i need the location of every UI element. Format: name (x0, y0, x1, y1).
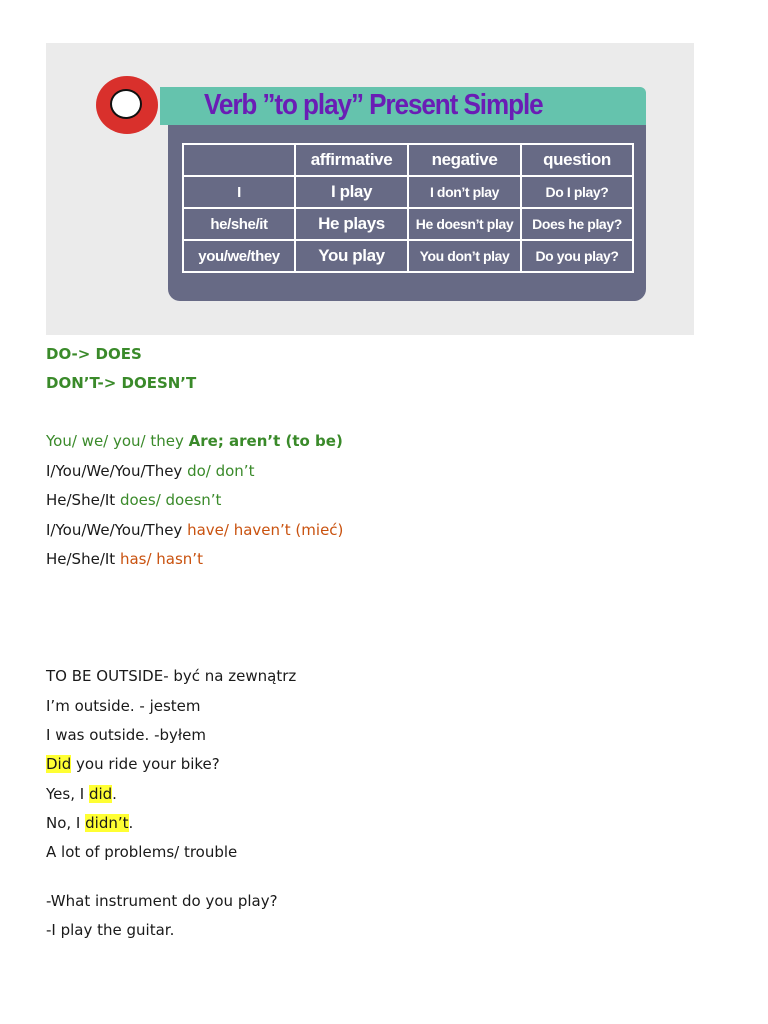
red-circle-icon (96, 76, 158, 134)
header-cell: affirmative (295, 144, 408, 176)
note-text: Yes, I (46, 785, 89, 803)
header-cell (183, 144, 295, 176)
table-row (183, 176, 633, 208)
note-text: You/ we/ you/ they (46, 432, 189, 450)
note-text: I/You/We/You/They (46, 462, 188, 480)
note-text: . (112, 785, 117, 803)
note-line: -I play the guitar. (46, 921, 175, 939)
note-text: does/ doesn’t (119, 491, 222, 509)
note-text: No, I (46, 814, 86, 832)
table-cell: Does he play? (521, 208, 633, 240)
note-line: I was outside. -byłem (46, 726, 206, 744)
white-oval-icon (110, 89, 142, 119)
note-text: He/She/It (46, 491, 120, 509)
note-line (46, 755, 220, 773)
highlighted-text: didn’t (85, 814, 129, 832)
note-line (46, 550, 203, 568)
table-cell: He plays (295, 208, 408, 240)
note-text: do/ don’t (187, 462, 255, 480)
note-line (46, 491, 221, 509)
note-text: have/ haven’t (mieć) (187, 521, 344, 539)
header-cell: question (521, 144, 633, 176)
note-text: Are; aren’t (to be) (188, 432, 343, 450)
table-cell: Do I play? (521, 176, 633, 208)
note-line (46, 785, 117, 803)
table-row (183, 208, 633, 240)
table-cell: I don’t play (408, 176, 521, 208)
table-cell: He doesn’t play (408, 208, 521, 240)
note-line (46, 521, 343, 539)
note-line: DON’T-> DOESN’T (46, 374, 197, 392)
table-cell: You don’t play (408, 240, 521, 272)
table-cell: You play (295, 240, 408, 272)
conjugation-table (182, 143, 634, 273)
note-text: He/She/It (46, 550, 120, 568)
table-cell: you/we/they (183, 240, 295, 272)
table-row (183, 240, 633, 272)
highlighted-text: did (88, 785, 113, 803)
note-line: -What instrument do you play? (46, 892, 278, 910)
conjugation-panel (168, 125, 646, 301)
title-banner (160, 87, 646, 125)
table-cell: he/she/it (183, 208, 295, 240)
figure-title: Verb ”to play” Present Simple (204, 89, 543, 121)
note-line (46, 462, 254, 480)
note-line (46, 432, 343, 450)
note-text: you ride your bike? (71, 755, 220, 773)
table-header-row (183, 144, 633, 176)
table-cell: I play (295, 176, 408, 208)
note-line: TO BE OUTSIDE- być na zewnątrz (46, 667, 297, 685)
note-text: has/ hasn’t (119, 550, 203, 568)
note-text: I/You/We/You/They (46, 521, 188, 539)
grammar-figure (46, 43, 694, 335)
note-line: I’m outside. - jestem (46, 697, 201, 715)
note-line: DO-> DOES (46, 345, 142, 363)
header-cell: negative (408, 144, 521, 176)
table-cell: Do you play? (521, 240, 633, 272)
note-text: . (128, 814, 134, 832)
note-line: A lot of problems/ trouble (46, 843, 238, 861)
table-cell: I (183, 176, 295, 208)
note-line (46, 814, 133, 832)
highlighted-text: Did (46, 755, 72, 773)
